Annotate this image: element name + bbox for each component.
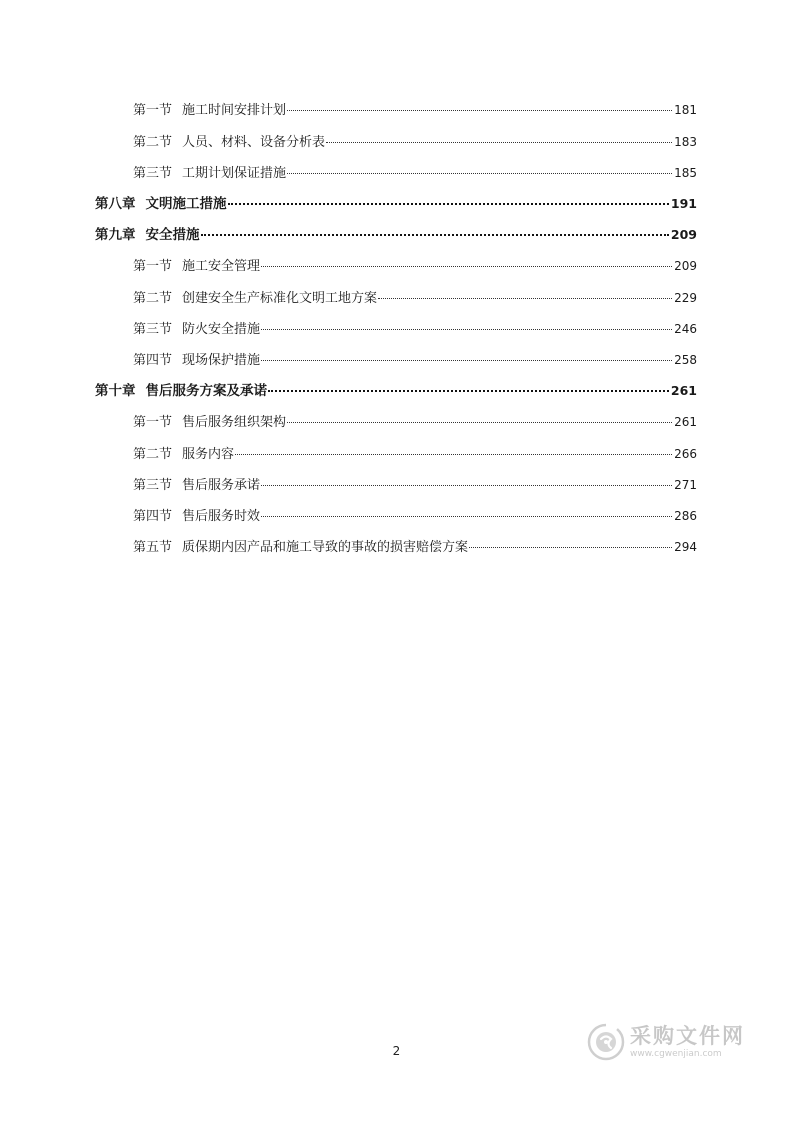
toc-entry-number: 第三节 xyxy=(133,478,173,493)
toc-entry-title: 创建安全生产标准化文明工地方案 xyxy=(182,291,378,306)
dot-leader xyxy=(268,390,669,392)
toc-entry-number: 第十章 xyxy=(95,383,136,399)
toc-entry-page: 258 xyxy=(674,353,697,367)
toc-entry-page: 181 xyxy=(674,103,697,117)
toc-entry-page: 271 xyxy=(674,478,697,492)
toc-entry-title: 施工安全管理 xyxy=(182,259,261,274)
toc-entry-number: 第九章 xyxy=(95,227,136,243)
toc-entry-page: 246 xyxy=(674,322,697,336)
toc-entry-number: 第三节 xyxy=(133,166,173,181)
toc-entry-title: 防火安全措施 xyxy=(182,322,261,337)
toc-entry-number: 第二节 xyxy=(133,135,173,150)
dot-leader xyxy=(235,454,672,455)
toc-entry-title: 质保期内因产品和施工导致的事故的损害赔偿方案 xyxy=(182,540,469,555)
toc-entry[interactable] xyxy=(133,350,697,370)
toc-entry-title: 施工时间安排计划 xyxy=(182,103,287,118)
toc-entry[interactable] xyxy=(133,163,697,183)
toc-entry-page: 286 xyxy=(674,509,697,523)
toc-entry-page: 209 xyxy=(674,259,697,273)
dot-leader xyxy=(228,203,669,205)
toc-entry[interactable] xyxy=(133,537,697,557)
toc-entry-page: 294 xyxy=(674,540,697,554)
cgwenjian-logo-icon xyxy=(586,1022,626,1062)
toc-entry[interactable] xyxy=(133,100,697,120)
toc-entry-title: 售后服务时效 xyxy=(182,509,261,524)
dot-leader xyxy=(261,360,672,361)
toc-entry-number: 第二节 xyxy=(133,291,173,306)
toc-entry-page: 266 xyxy=(674,447,697,461)
toc-entry-number: 第三节 xyxy=(133,322,173,337)
toc-entry-number: 第四节 xyxy=(133,353,173,368)
toc-entry-title: 工期计划保证措施 xyxy=(182,166,287,181)
toc-entry-title: 安全措施 xyxy=(145,227,200,243)
dot-leader xyxy=(261,485,672,486)
toc-entry-title: 服务内容 xyxy=(182,447,235,462)
dot-leader xyxy=(201,234,669,236)
dot-leader xyxy=(378,298,672,299)
dot-leader xyxy=(261,266,672,267)
toc-entry[interactable] xyxy=(133,412,697,432)
dot-leader xyxy=(261,516,672,517)
toc-entry-number: 第二节 xyxy=(133,447,173,462)
toc-entry-page: 261 xyxy=(670,383,697,398)
toc-entry-page: 261 xyxy=(674,415,697,429)
dot-leader xyxy=(326,142,672,143)
toc-entry-number: 第一节 xyxy=(133,259,173,274)
toc-entry-title: 售后服务组织架构 xyxy=(182,415,287,430)
toc-entry-page: 191 xyxy=(670,196,697,211)
toc-entry-number: 第八章 xyxy=(95,196,136,212)
toc-entry[interactable] xyxy=(133,288,697,308)
dot-leader xyxy=(287,110,672,111)
toc-entry-number: 第五节 xyxy=(133,540,173,555)
toc-entry[interactable] xyxy=(95,381,697,401)
toc-entry-page: 185 xyxy=(674,166,697,180)
dot-leader xyxy=(287,173,672,174)
toc-entry-page: 229 xyxy=(674,291,697,305)
toc-entry[interactable] xyxy=(133,256,697,276)
toc-entry-title: 售后服务承诺 xyxy=(182,478,261,493)
toc-entry[interactable] xyxy=(133,444,697,464)
toc-entry-page: 209 xyxy=(670,227,697,242)
toc-entry[interactable] xyxy=(95,194,697,214)
toc-entry[interactable] xyxy=(133,132,697,152)
toc-entry-title: 售后服务方案及承诺 xyxy=(145,383,267,399)
dot-leader xyxy=(469,547,672,548)
dot-leader xyxy=(287,422,672,423)
toc-entry-number: 第一节 xyxy=(133,103,173,118)
toc-entry-number: 第四节 xyxy=(133,509,173,524)
toc-entry[interactable] xyxy=(95,225,697,245)
toc-entry[interactable] xyxy=(133,475,697,495)
watermark-title: 采购文件网 xyxy=(630,1024,745,1048)
watermark-url: www.cgwenjian.com xyxy=(630,1049,722,1059)
watermark xyxy=(586,1022,745,1062)
page-number: 2 xyxy=(392,1044,401,1058)
toc-entry-number: 第一节 xyxy=(133,415,173,430)
toc-entry-title: 文明施工措施 xyxy=(145,196,227,212)
toc-entry-title: 人员、材料、设备分析表 xyxy=(182,135,326,150)
toc-entry[interactable] xyxy=(133,319,697,339)
dot-leader xyxy=(261,329,672,330)
toc-entry-page: 183 xyxy=(674,135,697,149)
toc-entry[interactable] xyxy=(133,506,697,526)
toc-entry-title: 现场保护措施 xyxy=(182,353,261,368)
